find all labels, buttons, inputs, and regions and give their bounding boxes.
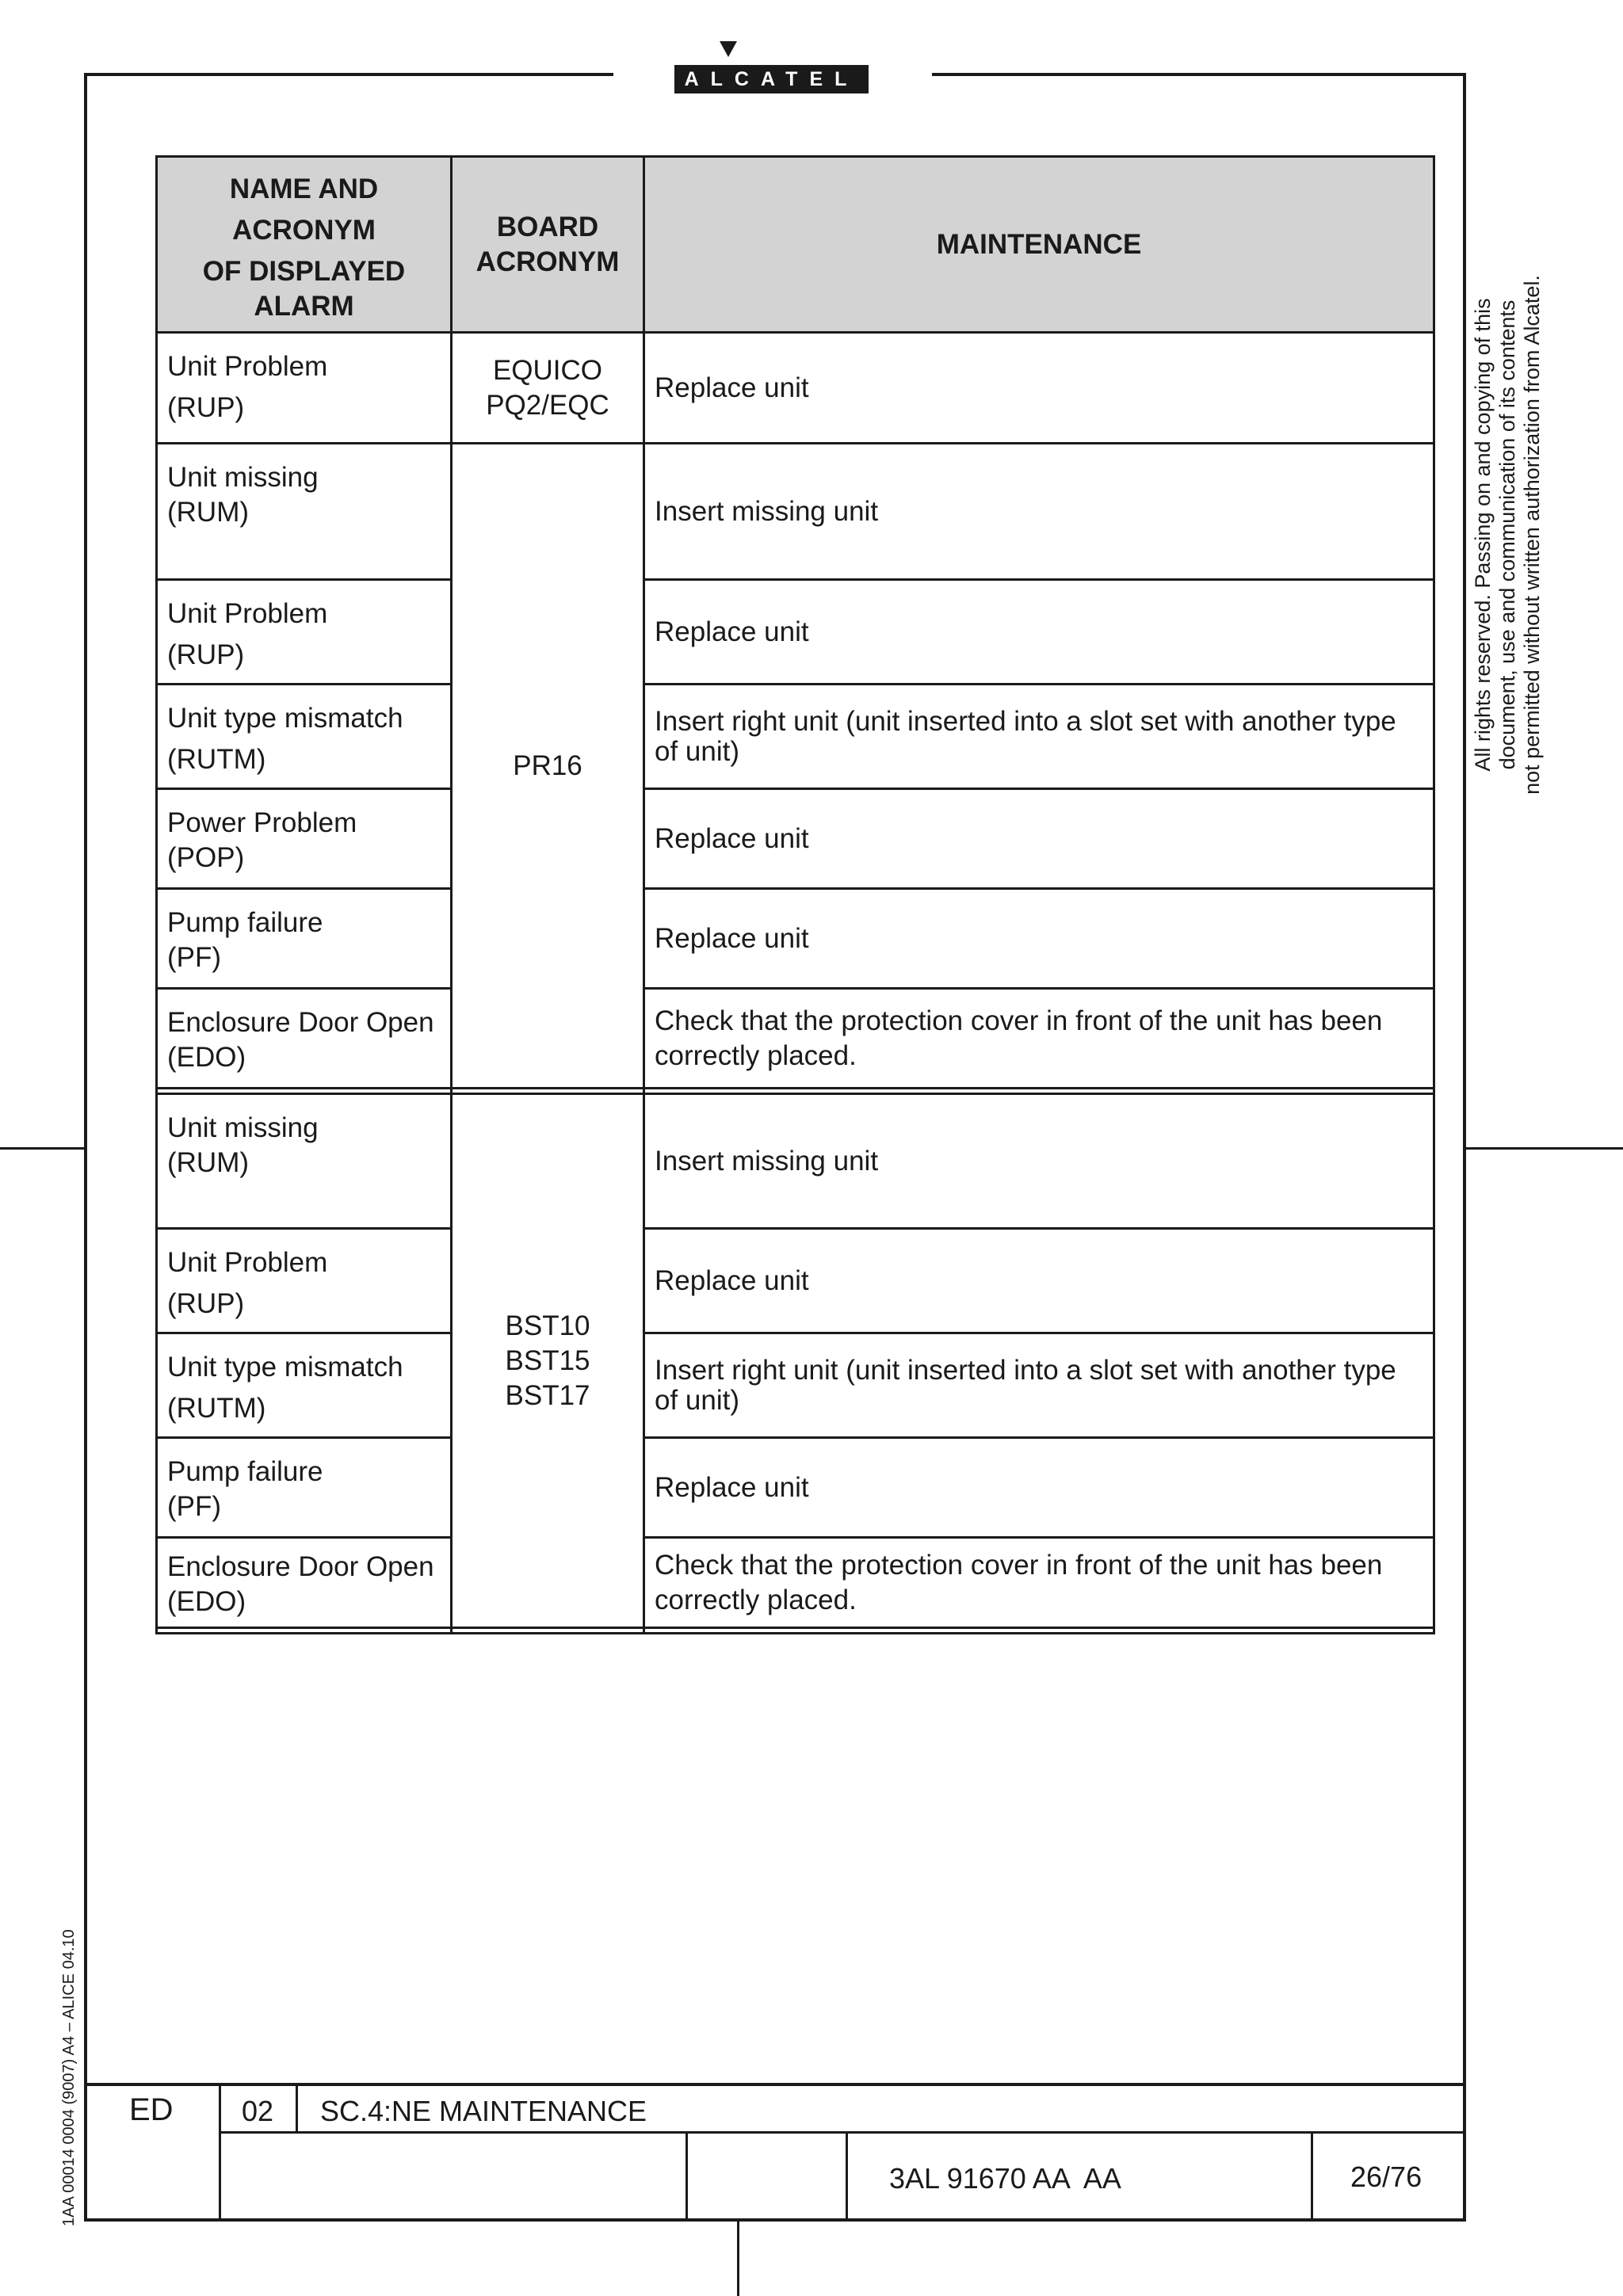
alarm-name-cell: [157, 1538, 452, 1628]
crop-mark-right: [1466, 1147, 1623, 1150]
group-separator: [157, 1089, 1434, 1094]
alarm-acronym: (EDO): [167, 1586, 246, 1617]
frame-top-left: [84, 73, 613, 76]
copyright-notice: [1471, 265, 1545, 804]
board-acronym: PQ2/EQC: [486, 389, 609, 421]
board-cell: [452, 333, 644, 444]
table-row: [157, 1094, 1434, 1229]
alarm-name: Power Problem: [167, 807, 357, 838]
alarm-acronym: (RUM): [167, 1147, 250, 1178]
board-acronym: EQUICO: [492, 354, 603, 386]
footer-divider: [846, 2131, 848, 2222]
table-row: [157, 1229, 1434, 1333]
maintenance-cell: Replace unit: [644, 580, 1434, 685]
board-cell: PR16: [452, 444, 644, 1089]
header-board: [452, 157, 644, 333]
header-name-line: NAME AND: [229, 173, 379, 204]
document-code: 3AL 91670 AA AA: [889, 2162, 1121, 2195]
alarm-table: [155, 155, 1435, 1634]
alarm-name-cell: [157, 580, 452, 685]
alarm-name: Pump failure: [167, 1456, 323, 1487]
alarm-name: Enclosure Door Open: [167, 1007, 434, 1038]
table-row: [157, 789, 1434, 889]
table-row: [157, 889, 1434, 989]
frame-top-right: [932, 73, 1466, 76]
header-name-line: OF DISPLAYED: [202, 255, 406, 287]
footer-divider: [219, 2083, 221, 2222]
alarm-name-cell: [157, 889, 452, 989]
alarm-name: Unit type mismatch: [167, 1352, 403, 1383]
table-row: [157, 989, 1434, 1089]
maintenance-cell: Replace unit: [644, 789, 1434, 889]
table-header-row: [157, 157, 1434, 333]
table-row: [157, 1333, 1434, 1438]
copyright-line: All rights reserved. Passing on and copying of this: [1471, 298, 1495, 772]
header-name-line: ACRONYM: [232, 214, 376, 246]
alarm-acronym: (POP): [167, 842, 245, 873]
header-board-line: BOARD: [496, 211, 599, 242]
header-board-line: ACRONYM: [475, 246, 620, 277]
alarm-acronym: (RUM): [167, 497, 250, 528]
maintenance-cell: Replace unit: [644, 333, 1434, 444]
copyright-line: not permitted without written authorization from Alcatel.: [1520, 275, 1544, 795]
maintenance-cell: Check that the protection cover in front of the unit has been correctly placed.: [644, 989, 1434, 1089]
form-code: 1AA 00014 0004 (9007) A4 – ALICE 04.10: [60, 1929, 78, 2226]
board-acronym: BST15: [505, 1344, 590, 1376]
maintenance-cell: Insert right unit (unit inserted into a slot set with another type of unit): [644, 685, 1434, 789]
alarm-acronym: (RUP): [167, 392, 245, 423]
table-row: [157, 580, 1434, 685]
footer-divider: [685, 2131, 688, 2222]
alarm-acronym: (RUP): [167, 1288, 245, 1319]
alarm-name-cell: [157, 333, 452, 444]
alarm-name: Unit missing: [167, 1112, 319, 1143]
alarm-name-cell: [157, 789, 452, 889]
maintenance-cell: Replace unit: [644, 1229, 1434, 1333]
footer-top-rule: [84, 2083, 1466, 2086]
footer-divider: [1311, 2131, 1313, 2222]
table-row: [157, 333, 1434, 444]
logo-arrow-icon: [720, 41, 737, 57]
header-name-line: ALARM: [254, 290, 354, 322]
alarm-name: Pump failure: [167, 907, 323, 938]
alarm-name-cell: [157, 989, 452, 1089]
footer-mid-rule: [219, 2131, 1466, 2134]
maintenance-cell: Insert right unit (unit inserted into a slot set with another type of unit): [644, 1333, 1434, 1438]
header-name: [157, 157, 452, 333]
alarm-acronym: (EDO): [167, 1042, 246, 1073]
alarm-name-cell: [157, 1094, 452, 1229]
maintenance-cell: Replace unit: [644, 889, 1434, 989]
board-cell: [452, 1094, 644, 1628]
table-row: [157, 1538, 1434, 1628]
frame-left: [84, 73, 87, 2222]
alarm-name: Enclosure Door Open: [167, 1551, 434, 1582]
alarm-name-cell: [157, 1438, 452, 1538]
maintenance-cell: Replace unit: [644, 1438, 1434, 1538]
crop-mark-bottom: [737, 2222, 739, 2296]
alarm-name: Unit type mismatch: [167, 703, 403, 734]
alarm-acronym: (RUTM): [167, 744, 266, 775]
maintenance-cell: Insert missing unit: [644, 1094, 1434, 1229]
edition-label: ED: [129, 2092, 174, 2127]
alarm-name-cell: [157, 685, 452, 789]
frame-bottom: [84, 2218, 1466, 2222]
alarm-acronym: (RUTM): [167, 1393, 266, 1424]
page-number: 26/76: [1350, 2161, 1423, 2193]
alarm-name: Unit missing: [167, 462, 319, 493]
copyright-line: document, use and communication of its contents: [1495, 299, 1519, 770]
crop-mark-left: [0, 1147, 84, 1150]
alarm-name-cell: [157, 1229, 452, 1333]
alarm-name: Unit Problem: [167, 351, 328, 382]
maintenance-cell: Insert missing unit: [644, 444, 1434, 580]
alarm-name-cell: [157, 1333, 452, 1438]
maintenance-cell: Check that the protection cover in front of the unit has been correctly placed.: [644, 1538, 1434, 1628]
table-row: [157, 444, 1434, 580]
board-acronym: BST10: [505, 1310, 590, 1341]
section-title: SC.4:NE MAINTENANCE: [320, 2095, 647, 2127]
footer-divider: [296, 2083, 298, 2133]
table-row: [157, 685, 1434, 789]
alarm-name: Unit Problem: [167, 598, 328, 629]
alarm-acronym: (PF): [167, 942, 222, 973]
table-row: [157, 1438, 1434, 1538]
alarm-name-cell: [157, 444, 452, 580]
alarm-name: Unit Problem: [167, 1247, 328, 1278]
alarm-acronym: (PF): [167, 1491, 222, 1522]
edition-value: 02: [242, 2095, 274, 2127]
header-maintenance: MAINTENANCE: [644, 157, 1434, 333]
board-acronym: BST17: [505, 1379, 590, 1411]
alarm-acronym: (RUP): [167, 639, 245, 670]
group-separator: [157, 1628, 1434, 1634]
alcatel-logo: ALCATEL: [674, 65, 869, 93]
